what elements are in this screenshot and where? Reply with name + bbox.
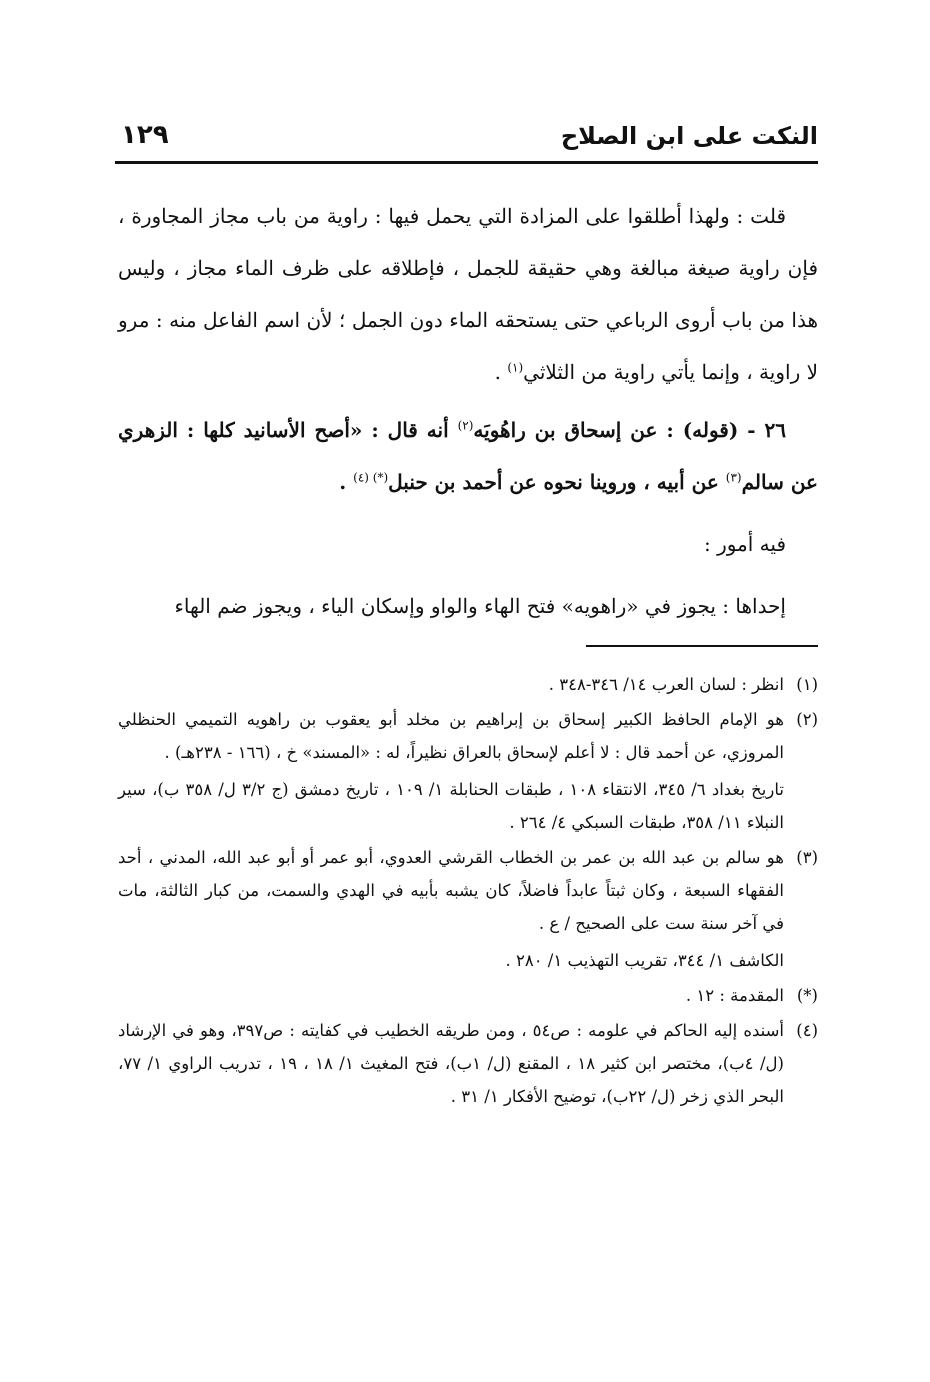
footnote-sources: تاريخ بغداد ٦/ ٣٤٥، الانتقاء ١٠٨ ، طبقات الحنابلة ١/ ١٠٩ ، تاريخ دمشق (ج ٣/٢ ل/ ٣٥٨ ب)، سير النبلاء ١١/ ٣٥٨، طبقات السبكي ٤/ ٢٦٤ . [118, 780, 784, 832]
footnote-text: هو الإمام الحافظ الكبير إسحاق بن إبراهيم بن مخلد أبو يعقوب بن راهويه التميمي الحنظلي المروزي، عن أحمد قال : لا أعلم لإسحاق بالعراق نظيراً، له : «المسند» خ ، (١٦٦ - ٢٣٨هـ) . [118, 710, 784, 762]
footnote-ref: (*) (٤) [353, 470, 389, 485]
page-number: ١٢٩ [121, 120, 169, 150]
paragraph-first-matter: إحداها : يجوز في «راهويه» فتح الهاء والواو وإسكان الياء ، ويجوز ضم الهاء [174, 594, 786, 618]
footnote-number: (*) [796, 986, 818, 1005]
footnote-star [118, 979, 818, 1012]
footnote-text: انظر : لسان العرب ١٤/ ٣٤٦-٣٤٨ . [548, 675, 784, 694]
footnote-sources: الكاشف ١/ ٣٤٤، تقريب التهذيب ١/ ٢٨٠ . [505, 951, 784, 970]
footnote-4 [118, 1014, 818, 1113]
footnote-number: (٣) [796, 848, 818, 867]
paragraph-quote: ٢٦ - (قوله) : عن إسحاق بن راهُويَه$^{(٢)}$ أنه قال : «أصح الأسانيد كلها : الزهري عن سالم$^{(٣)}$ عن أبيه ، وروينا نحوه عن أحمد بن حنبل$^{(*) (٤)}$ . [118, 418, 818, 494]
footnote-ref: (٣) [725, 470, 742, 485]
footnote-2 [118, 703, 818, 839]
footnote-text: المقدمة : ١٢ . [685, 986, 784, 1005]
footnote-3 [118, 841, 818, 977]
footnote-number: (٤) [796, 1021, 818, 1040]
paragraph-commentary: قلت : ولهذا أطلقوا على المزادة التي يحمل فيها : راوية من باب مجاز المجاورة ، فإن راوية صيغة مبالغة وهي حقيقة للجمل ، فإطلاقه على ظرف الماء مجاز ، وليس هذا من باب أروى الرباعي حتى يستحقه الماء دون الجمل ؛ لأن اسم الفاعل منه : مرو لا راوية ، وإنما يأتي راوية من الثلاثي$^{(١)}$ . [118, 204, 818, 384]
footnote-number: (٢) [796, 710, 818, 729]
footnote-body [118, 841, 784, 977]
header-rule [115, 161, 818, 164]
running-title: النكت على ابن الصلاح [560, 122, 818, 150]
footnote-ref: (١) [507, 360, 524, 375]
footnote-separator [586, 645, 818, 647]
footnote-body [118, 703, 784, 839]
footnote-number: (١) [796, 675, 818, 694]
footnote-1 [118, 668, 818, 701]
main-text [118, 190, 818, 632]
paragraph-matters: فيه أمور : [703, 532, 786, 556]
footnotes [118, 668, 818, 1115]
footnote-text: هو سالم بن عبد الله بن عمر بن الخطاب القرشي العدوي، أبو عمر أو أبو عبد الله، المدني ، أحد الفقهاء السبعة ، وكان ثبتاً عابداً فاضلاً، كان يشبه بأبيه في الهدي والسمت، من كبار الثالثة، مات في آخر سنة ست على الصحيح / ع . [118, 848, 784, 933]
running-header [115, 116, 818, 164]
footnote-text: أسنده إليه الحاكم في علومه : ص٥٤ ، ومن طريقه الخطيب في كفايته : ص٣٩٧، وهو في الإرشاد (ل/ ٤ب)، مختصر ابن كثير ١٨ ، المقنع (ل/ ١ب)، فتح المغيث ١/ ١٨ ، ١٩ ، تدريب الراوي ١/ ٧٧، البحر الذي زخر (ل/ ٢٢ب)، توضيح الأفكار ١/ ٣١ . [118, 1021, 785, 1106]
footnote-ref: (٢) [457, 418, 474, 433]
